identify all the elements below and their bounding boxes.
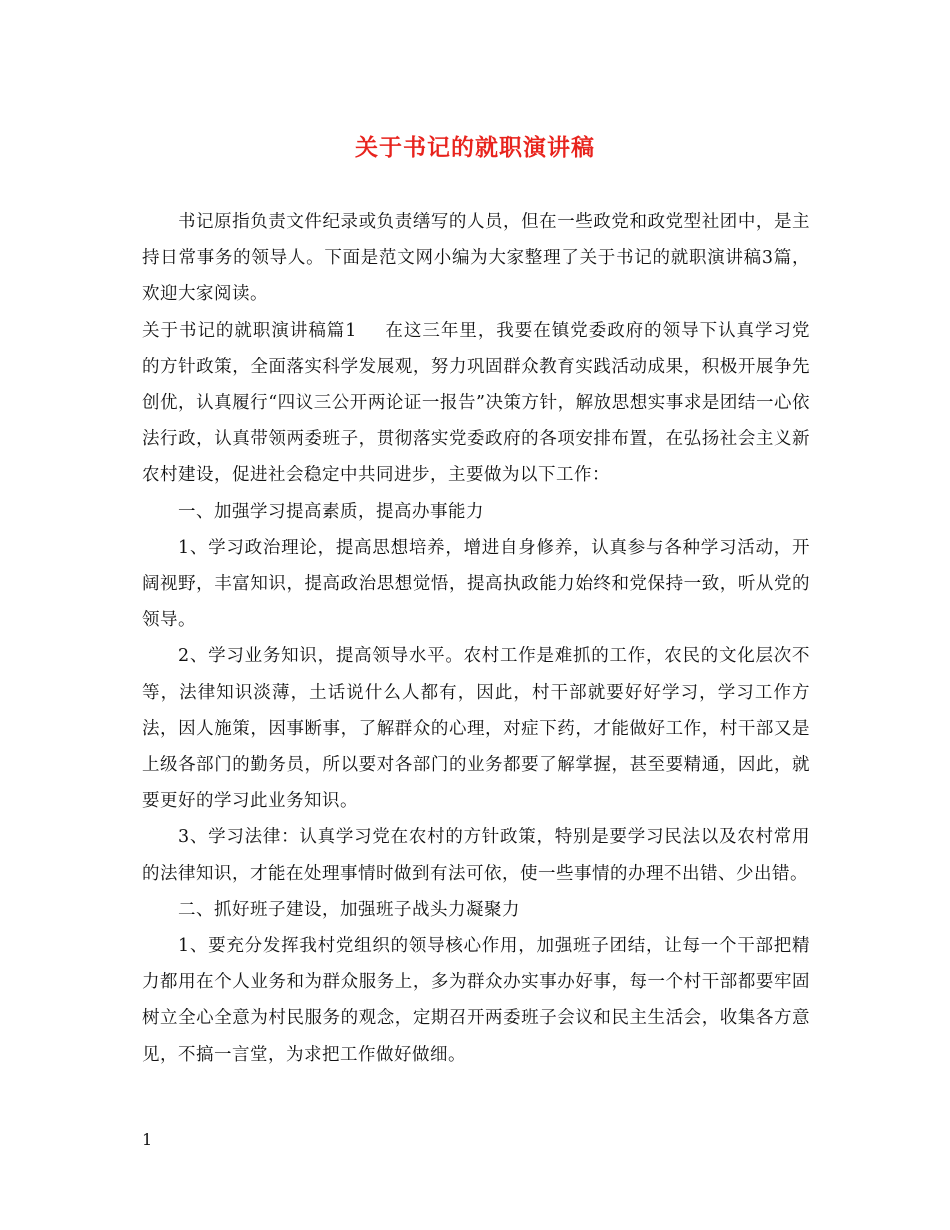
section-1-item-2: 2、学习业务知识，提高领导水平。农村工作是难抓的工作，农民的文化层次不等，法律知识淡薄，土话说什么人都有，因此，村干部就要好好学习，学习工作方法，因人施策，因事断事，了解群众的心理，对症下药，才能做好工作，村干部又是上级各部门的勤务员，所以要对各部门的业务都要了解掌握，甚至要精通，因此，就要更好的学习此业务知识。 [142, 646, 810, 812]
document-title: 关于书记的就职演讲稿 [355, 134, 595, 161]
intro-paragraph: 书记原指负责文件纪录或负责缮写的人员，但在一些政党和政党型社团中，是主持日常事务的领导人。下面是范文网小编为大家整理了关于书记的就职演讲稿3篇，欢迎大家阅读。 [142, 212, 810, 305]
section-1-heading: 一、加强学习提高素质，提高办事能力 [178, 501, 484, 522]
speech-paragraph [142, 313, 810, 494]
section-2-item-1: 1、要充分发挥我村党组织的领导核心作用，加强班子团结，让每一个干部把精力都用在个人业务和为群众服务上，多为群众办实事办好事，每一个村干部都要牢固树立全心全意为村民服务的观念，定期召开两委班子会议和民主生活会，收集各方意见，不搞一言堂，为求把工作做好做细。 [142, 936, 810, 1065]
speech-heading: 关于书记的就职演讲稿篇1 [142, 320, 357, 341]
page-number: 1 [142, 1130, 153, 1149]
section-1-item-1: 1、学习政治理论，提高思想培养，增进自身修养，认真参与各种学习活动，开阔视野，丰富知识，提高政治思想觉悟，提高执政能力始终和党保持一致，听从党的领导。 [142, 537, 810, 631]
document-body [142, 204, 810, 1073]
section-1-item-3: 3、学习法律：认真学习党在农村的方针政策，特别是要学习民法以及农村常用的法律知识，才能在处理事情时做到有法可依，使一些事情的办理不出错、少出错。 [142, 827, 810, 884]
section-2-heading: 二、抓好班子建设，加强班子战头力凝聚力 [178, 899, 520, 920]
speech-opening: 在这三年里，我要在镇党委政府的领导下认真学习党的方针政策，全面落实科学发展观，努力巩固群众教育实践活动成果，积极开展争先创优，认真履行“四议三公开两论证一报告”决策方针，解放思想实事求是团结一心依法行政，认真带领两委班子，贯彻落实党委政府的各项安排布置，在弘扬社会主义新农村建设，促进社会稳定中共同进步，主要做为以下工作： [142, 320, 811, 486]
